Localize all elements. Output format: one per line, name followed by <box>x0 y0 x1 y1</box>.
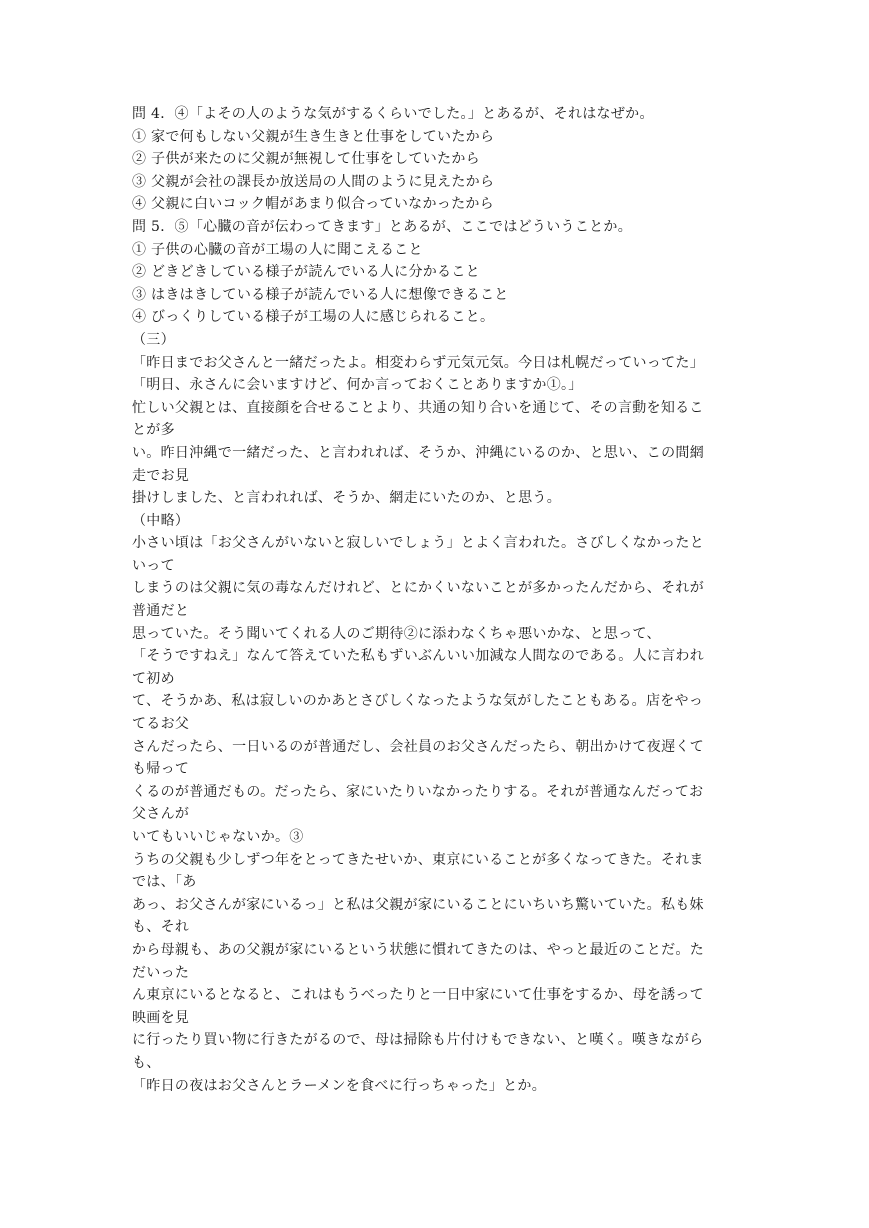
passage-line: も、 <box>132 1054 161 1071</box>
passage-line: だいった <box>132 964 190 981</box>
passage-line: 「昨日までお父さんと一緒だったよ。相変わらず元気元気。今日は札幌だっていってた」 <box>132 354 704 371</box>
passage-line: 走でお見 <box>132 467 190 484</box>
document-page <box>132 103 738 1097</box>
question-4-option-1: ① 家で何もしない父親が生き生きと仕事をしていたから <box>132 128 495 145</box>
question-4-option-3: ③ 父親が会社の課長か放送局の人間のように見えたから <box>132 173 495 190</box>
passage-line: 「そうですねえ」なんて答えていた私もずいぶんいい加減な人間なのである。人に言われ <box>132 648 704 665</box>
passage-line: では、「あ <box>132 874 197 891</box>
question-5-option-3: ③ はきはきしている様子が読んでいる人に想像できること <box>132 286 509 303</box>
question-4-option-4: ④ 父親に白いコック帽があまり似合っていなかったから <box>132 196 494 213</box>
passage-line: 父さんが <box>132 806 190 823</box>
passage-line: 忙しい父親とは、直接顔を合せることより、共通の知り合いを通じて、その言動を知るこ <box>132 399 704 416</box>
passage-line: から母親も、あの父親が家にいるという状態に慣れてきたのは、やっと最近のことだ。た <box>132 941 704 958</box>
question-5-option-1: ① 子供の心臓の音が工場の人に聞こえること <box>132 241 423 258</box>
passage-line: 思っていた。そう聞いてくれる人のご期待②に添わなくちゃ悪いかな、と思って、 <box>132 625 661 642</box>
passage-line: とが多 <box>132 422 175 439</box>
question-5-option-4: ④ びっくりしている様子が工場の人に感じられること。 <box>132 309 495 326</box>
passage-line: しまうのは父親に気の毒なんだけれど、とにかくいないことが多かったんだから、それが <box>132 580 704 597</box>
passage-line: うちの父親も少しずつ年をとってきたせいか、東京にいることが多くなってきた。それま <box>132 851 704 868</box>
passage-line: ん東京にいるとなると、これはもうべったりと一日中家にいて仕事をするか、母を誘って <box>132 987 704 1004</box>
question-5-option-2: ② どきどきしている様子が読んでいる人に分かること <box>132 264 480 281</box>
passage-line: 小さい頃は「お父さんがいないと寂しいでしょう」とよく言われた。さびしくなかったと <box>132 535 704 552</box>
passage-line: いてもいいじゃないか。③ <box>132 829 304 845</box>
passage-line: て初め <box>132 670 175 687</box>
passage-line: てるお父 <box>132 716 190 733</box>
question-4-prompt: 問 4．④「よその人のような気がするくらいでした。」とあるが、それはなぜか。 <box>132 106 654 122</box>
passage-line: あっ、お父さんが家にいるっ」と私は父親が家にいることにいちいち驚いていた。私も妹 <box>132 896 704 913</box>
passage-line: い。昨日沖縄で一緒だった、と言われれば、そうか、沖縄にいるのか、と思い、この間網 <box>132 444 704 461</box>
passage-line: 掛けしました、と言われれば、そうか、網走にいたのか、と思う。 <box>132 490 561 507</box>
passage-line: も、それ <box>132 919 190 936</box>
omission-marker: （中略） <box>132 512 190 529</box>
passage-line: いって <box>132 557 175 574</box>
question-5-prompt: 問 5．⑤「心臓の音が伝わってきます」とあるが、ここではどういうことか。 <box>132 218 633 235</box>
passage-line: て、そうかあ、私は寂しいのかあとさびしくなったような気がしたこともある。店をやっ <box>132 693 704 710</box>
passage-line: に行ったり買い物に行きたがるので、母は掃除も片付けもできない、と嘆く。嘆きながら <box>132 1032 704 1049</box>
section-heading: （三） <box>132 331 175 348</box>
passage-line: も帰って <box>132 761 190 778</box>
passage-line: 普通だと <box>132 603 190 620</box>
passage-line: 映画を見 <box>132 1009 190 1026</box>
question-4-option-2: ② 子供が来たのに父親が無視して仕事をしていたから <box>132 151 480 168</box>
passage-line: くるのが普通だもの。だったら、家にいたりいなかったりする。それが普通なんだってお <box>132 783 704 800</box>
passage-line: 「明日、永さんに会いますけど、何か言っておくことありますか①。」 <box>132 377 583 394</box>
passage-line: 「昨日の夜はお父さんとラーメンを食べに行っちゃった」とか。 <box>132 1077 546 1094</box>
passage-line: さんだったら、一日いるのが普通だし、会社員のお父さんだったら、朝出かけて夜遅くて <box>132 738 704 755</box>
